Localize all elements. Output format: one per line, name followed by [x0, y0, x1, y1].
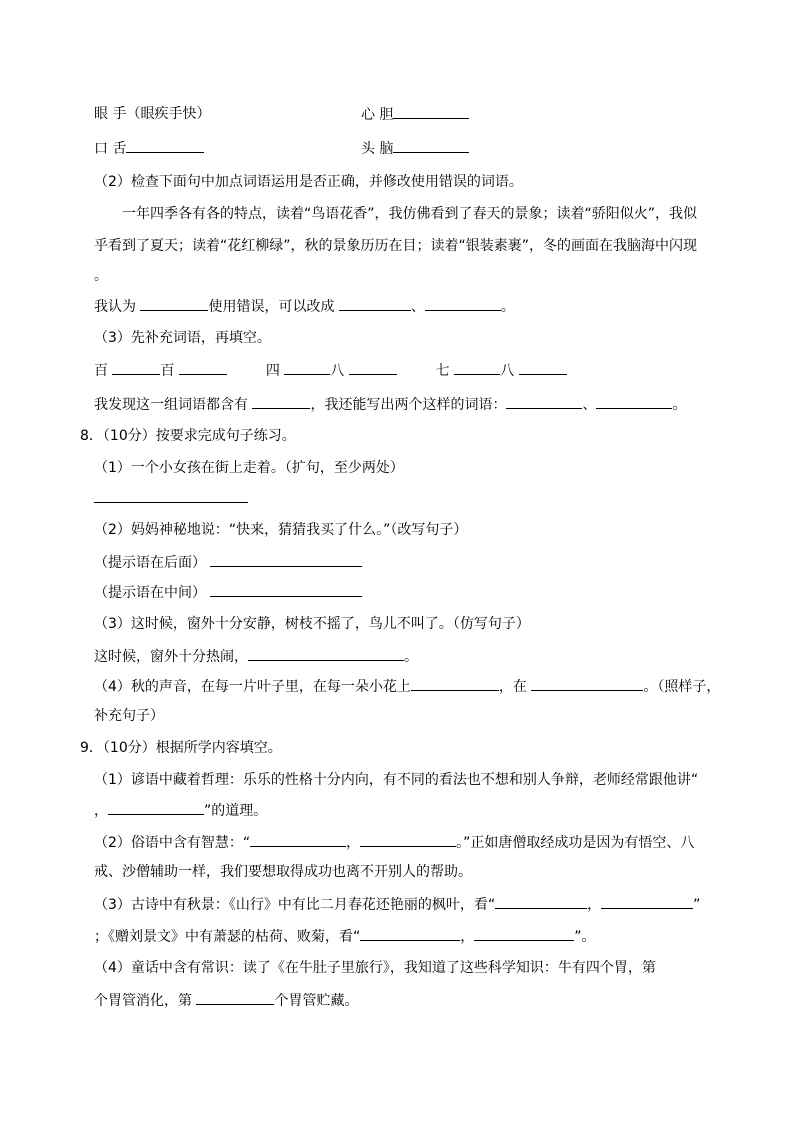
prompt-text: （2）妈妈神秘地说：“快来，猜猜我买了什么。”（改写句子） [94, 522, 468, 538]
summary-text: 。 [672, 397, 687, 413]
prompt-text: 个胃管消化，第 [94, 993, 192, 1009]
prompt-text: （3）先补充词语，再填空。 [94, 330, 271, 346]
prompt-text: （4）童话中含有常识：读了《在牛肚子里旅行》，我知道了这些科学知识：牛有四个胃，第 [94, 960, 656, 976]
answer-blank[interactable] [339, 296, 411, 311]
prompt-text: ”的道理。 [204, 803, 268, 819]
q8-hint-after [94, 552, 362, 573]
paragraph-text: 乎看到了夏天；读着“花红柳绿”，秋的景象历历在目；读着“银装素裹”，冬的画面在我脑海中闪现 [94, 238, 698, 254]
answer-blank[interactable] [140, 296, 208, 311]
word-summary [94, 394, 686, 415]
idiom-row-1-left [94, 104, 210, 124]
idiom-text: 口 舌 [94, 141, 127, 157]
prompt-text: （1）一个小女孩在街上走着。（扩句，至少两处） [94, 460, 404, 476]
answer-blank[interactable] [601, 894, 693, 909]
prompt-text: ” [693, 897, 701, 913]
q8-part-1-answer [94, 488, 248, 509]
q8-part-4 [94, 676, 720, 697]
answer-blank[interactable] [596, 394, 672, 409]
prompt-text: ， [346, 835, 361, 851]
q7-2-prompt [94, 172, 523, 192]
answer-blank[interactable] [252, 394, 310, 409]
prompt-text: 。”正如唐僧取经成功是因为有悟空、八 [456, 835, 695, 851]
idiom-row-2-left [94, 138, 204, 159]
answer-blank[interactable] [360, 926, 460, 941]
paragraph-text: 一年四季各有各的特点，读着“鸟语花香”，我仿佛看到了春天的景象；读着“骄阳似火”，我似 [122, 206, 698, 222]
answer-text: 、 [410, 299, 425, 315]
answer-blank[interactable] [250, 832, 346, 847]
q7-2-answer [94, 296, 515, 317]
prompt-text: ， [94, 803, 108, 819]
hint-label: （提示语在后面） [94, 555, 206, 571]
idiom-row-1-right [361, 104, 469, 125]
q9-part-4-line-2 [94, 990, 358, 1011]
word-char: 八 [330, 363, 345, 379]
answer-blank[interactable] [210, 582, 362, 597]
answer-blank[interactable] [393, 138, 469, 153]
idiom-text: 头 脑 [361, 141, 394, 157]
q9-part-3-line-2 [94, 926, 596, 947]
answer-blank[interactable] [495, 894, 587, 909]
word-char: 四 [265, 363, 280, 379]
prompt-text: （1）谚语中藏着哲理：乐乐的性格十分内向，有不同的看法也不想和别人争辩，老师经常跟他讲“ [94, 772, 699, 788]
question-title: 8．（10分）按要求完成句子练习。 [80, 428, 296, 444]
prompt-text: ， [460, 929, 475, 945]
prompt-text: ，在 [498, 679, 527, 695]
answer-blank[interactable] [126, 138, 204, 153]
word-char: 百 [94, 363, 108, 379]
q8-part-4-line-2 [94, 706, 164, 726]
answer-blank[interactable] [519, 360, 567, 375]
answer-blank[interactable] [112, 360, 160, 375]
prompt-text: 补充句子） [94, 708, 164, 724]
answer-text: 这时候，窗外十分热闹， [94, 649, 248, 665]
answer-blank[interactable] [196, 990, 274, 1005]
hint-label: （提示语在中间） [94, 585, 206, 601]
answer-blank[interactable] [179, 360, 227, 375]
prompt-text: （2）俗语中含有智慧：“ [94, 835, 251, 851]
paragraph-line-3 [94, 266, 108, 286]
summary-text: 、 [582, 397, 597, 413]
q8-part-3-answer [94, 646, 418, 667]
q8-part-2 [94, 520, 467, 540]
prompt-text: 。（照样子， [643, 679, 721, 695]
answer-blank[interactable] [411, 676, 499, 691]
answer-blank[interactable] [108, 800, 204, 815]
question-title: 9．（10分）根据所学内容填空。 [80, 740, 282, 756]
answer-blank[interactable] [393, 104, 469, 119]
q8-part-3 [94, 614, 530, 634]
prompt-text: ；《赠刘景文》中有萧瑟的枯荷、败菊，看“ [94, 929, 361, 945]
q9-part-4 [94, 958, 656, 978]
answer-text: 。 [404, 649, 418, 665]
answer-blank[interactable] [506, 394, 582, 409]
word-char: 八 [500, 363, 515, 379]
q9-title [80, 738, 282, 758]
answer-blank[interactable] [360, 832, 456, 847]
word-char: 七 [435, 363, 450, 379]
q8-title [80, 426, 296, 446]
prompt-text: ， [587, 897, 602, 913]
prompt-text: （2）检查下面句中加点词语运用是否正确，并修改使用错误的词语。 [94, 174, 523, 190]
q9-part-2-line-2 [94, 862, 472, 882]
paragraph-line-2 [94, 236, 697, 256]
q9-part-1-line-2 [94, 800, 267, 821]
prompt-text: 戒、沙僧辅助一样，我们要想取得成功也离不开别人的帮助。 [94, 864, 472, 880]
prompt-text: （3）这时候，窗外十分安静，树枝不摇了，鸟儿不叫了。（仿写句子） [94, 616, 530, 632]
word-fill-row [94, 360, 567, 381]
answer-text: 。 [500, 299, 515, 315]
answer-blank[interactable] [454, 360, 500, 375]
q9-part-3 [94, 894, 700, 915]
answer-blank[interactable] [94, 488, 248, 503]
prompt-text: ”。 [574, 929, 596, 945]
answer-blank[interactable] [349, 360, 397, 375]
idiom-text: 眼 手（眼疾手快） [94, 106, 211, 122]
q7-3-prompt [94, 328, 271, 348]
answer-blank[interactable] [210, 552, 362, 567]
answer-text: 使用错误，可以改成 [208, 299, 335, 315]
idiom-text: 心 胆 [361, 107, 394, 123]
prompt-text: （3）古诗中有秋景：《山行》中有比二月春花还艳丽的枫叶，看“ [94, 897, 496, 913]
answer-text: 我认为 [94, 299, 136, 315]
answer-blank[interactable] [474, 926, 574, 941]
prompt-text: （4）秋的声音，在每一片叶子里，在每一朵小花上 [94, 679, 411, 695]
q9-part-2 [94, 832, 694, 853]
summary-text: 我发现这一组词语都含有 [94, 397, 248, 413]
paragraph-text: 。 [94, 268, 108, 284]
summary-text: ，我还能写出两个这样的词语： [310, 397, 507, 413]
paragraph-line-1 [122, 204, 697, 224]
q8-part-1 [94, 458, 404, 478]
q8-hint-middle [94, 582, 362, 603]
answer-blank[interactable] [248, 646, 404, 661]
answer-blank[interactable] [531, 676, 643, 691]
idiom-row-2-right [361, 138, 469, 159]
q9-part-1 [94, 770, 698, 790]
answer-blank[interactable] [425, 296, 501, 311]
word-char: 百 [160, 363, 175, 379]
answer-blank[interactable] [284, 360, 330, 375]
prompt-text: 个胃管贮藏。 [274, 993, 359, 1009]
